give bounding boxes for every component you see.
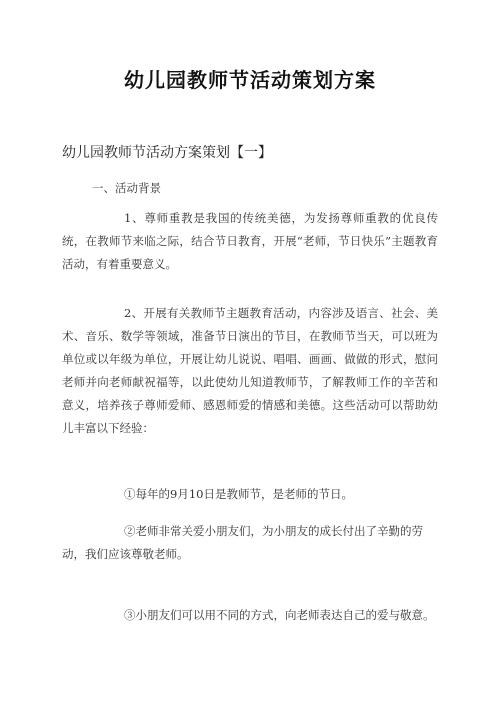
plan-subtitle: 幼儿园教师节活动方案策划【一】 [62, 145, 272, 161]
paragraph-2: 2、开展有关教师节主题教育活动，内容涉及语言、社会、美术、音乐、数学等领域，准备节日演出的节目，在教师节当天，可以班为单位或以年级为单位，开展让幼儿说说、唱唱、画画、做做的形式，慰问老师并向老师献祝福等，以此使幼儿知道教师节，了解教师工作的辛苦和意义，培养孩子尊师爱师、感恩师爱的情感和美德。这些活动可以帮助幼儿丰富以下经验： [62, 306, 438, 435]
list-item-3: ③小朋友们可以用不同的方式，向老师表达自己的爱与敬意。 [124, 608, 435, 622]
list-item-1: ①每年的9月10日是教师节，是老师的节日。 [124, 487, 353, 501]
list-item-2: ②老师非常关爱小朋友们，为小朋友的成长付出了辛勤的劳动，我们应该尊敬老师。 [62, 524, 423, 561]
paragraph-1: 1、尊师重教是我国的传统美德，为发扬尊师重教的优良传统，在教师节来临之际，结合节日教育，开展“老师，节日快乐”主题教育活动，有着重要意义。 [62, 211, 438, 271]
section-heading-background: 一、活动背景 [92, 181, 161, 195]
document-title: 幼儿园教师节活动策划方案 [124, 68, 376, 92]
